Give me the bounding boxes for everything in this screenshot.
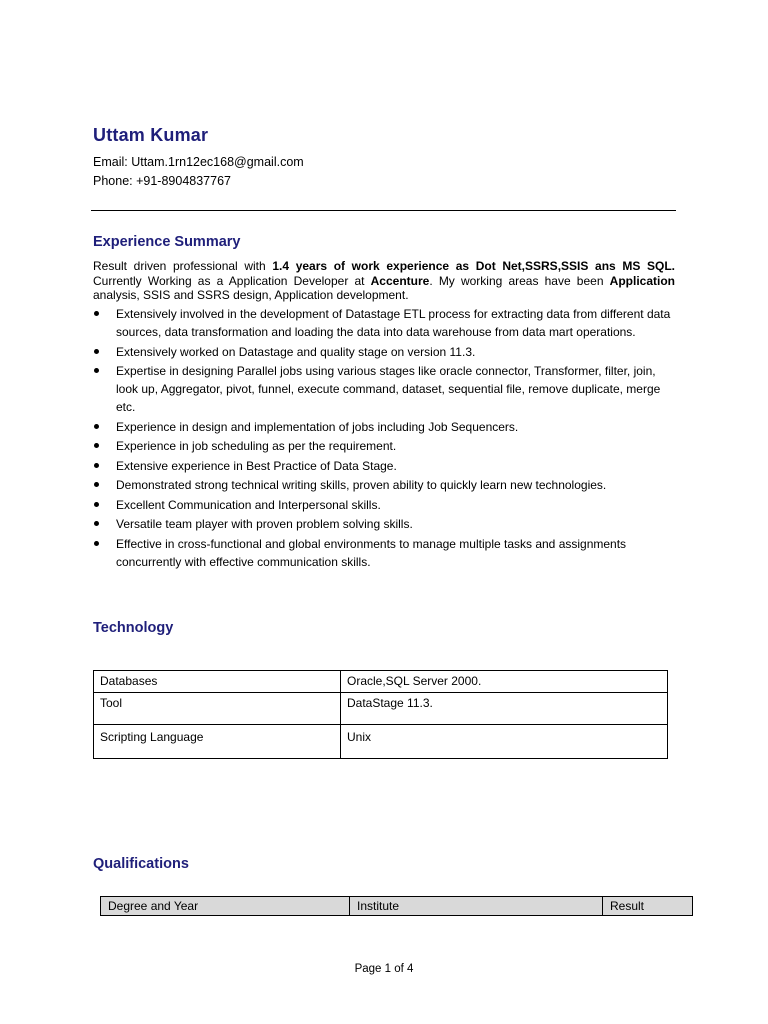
table-row <box>94 693 668 725</box>
column-header-degree: Degree and Year <box>101 897 350 916</box>
summary-text: Currently Working as a Application Developer at <box>93 273 371 288</box>
summary-emphasis: Accenture <box>370 273 430 288</box>
technology-value: Oracle,SQL Server 2000. <box>341 671 668 693</box>
summary-text: Result driven professional with <box>93 259 273 273</box>
summary-emphasis: 1.4 years of work experience as Dot Net,SSRS,SSIS ans MS SQL. <box>272 259 676 273</box>
experience-bullet: Experience in design and implementation of jobs including Job Sequencers. <box>93 418 678 436</box>
summary-text: . My working areas have been <box>429 273 610 288</box>
column-header-institute: Institute <box>350 897 603 916</box>
experience-bullet: Extensively involved in the development of Datastage ETL process for extracting data from different data sources, data transformation and loading the data into data warehouse from data mart operations. <box>93 305 678 341</box>
email-line: Email: Uttam.1rn12ec168@gmail.com <box>93 155 304 169</box>
experience-bullet: Demonstrated strong technical writing skills, proven ability to quickly learn new technologies. <box>93 476 678 494</box>
experience-bullet: Excellent Communication and Interpersonal skills. <box>93 496 678 514</box>
table-row <box>94 725 668 759</box>
qualifications-heading: Qualifications <box>93 856 189 872</box>
candidate-name: Uttam Kumar <box>93 125 209 145</box>
experience-bullet: Experience in job scheduling as per the requirement. <box>93 437 678 455</box>
experience-summary-paragraph <box>93 259 675 303</box>
summary-text: analysis, SSIS and SSRS design, Application development. <box>93 288 409 302</box>
page-number: Page 1 of 4 <box>354 963 414 975</box>
summary-emphasis: Application <box>609 273 676 288</box>
experience-bullet-list <box>93 305 678 572</box>
technology-label: Scripting Language <box>94 725 341 759</box>
experience-bullet: Expertise in designing Parallel jobs using various stages like oracle connector, Transformer, filter, join, look up, Aggregator, pivot, funnel, execute command, dataset, sequential file, remove duplicate, merge etc. <box>93 362 678 416</box>
technology-heading: Technology <box>93 620 174 636</box>
table-header-row <box>101 897 693 916</box>
technology-label: Tool <box>94 693 341 725</box>
header-divider <box>91 210 676 211</box>
phone-line: Phone: +91-8904837767 <box>93 174 231 188</box>
table-row <box>94 671 668 693</box>
technology-table <box>93 670 668 759</box>
column-header-result: Result <box>603 897 693 916</box>
technology-label: Databases <box>94 671 341 693</box>
experience-bullet: Extensively worked on Datastage and quality stage on version 11.3. <box>93 343 678 361</box>
experience-bullet: Effective in cross-functional and global environments to manage multiple tasks and assignments concurrently with effective communication skills. <box>93 535 678 571</box>
technology-value: Unix <box>341 725 668 759</box>
experience-bullet: Versatile team player with proven problem solving skills. <box>93 515 678 533</box>
experience-bullet: Extensive experience in Best Practice of Data Stage. <box>93 457 678 475</box>
qualifications-table <box>100 896 693 916</box>
experience-summary-heading: Experience Summary <box>93 234 241 250</box>
technology-value: DataStage 11.3. <box>341 693 668 725</box>
